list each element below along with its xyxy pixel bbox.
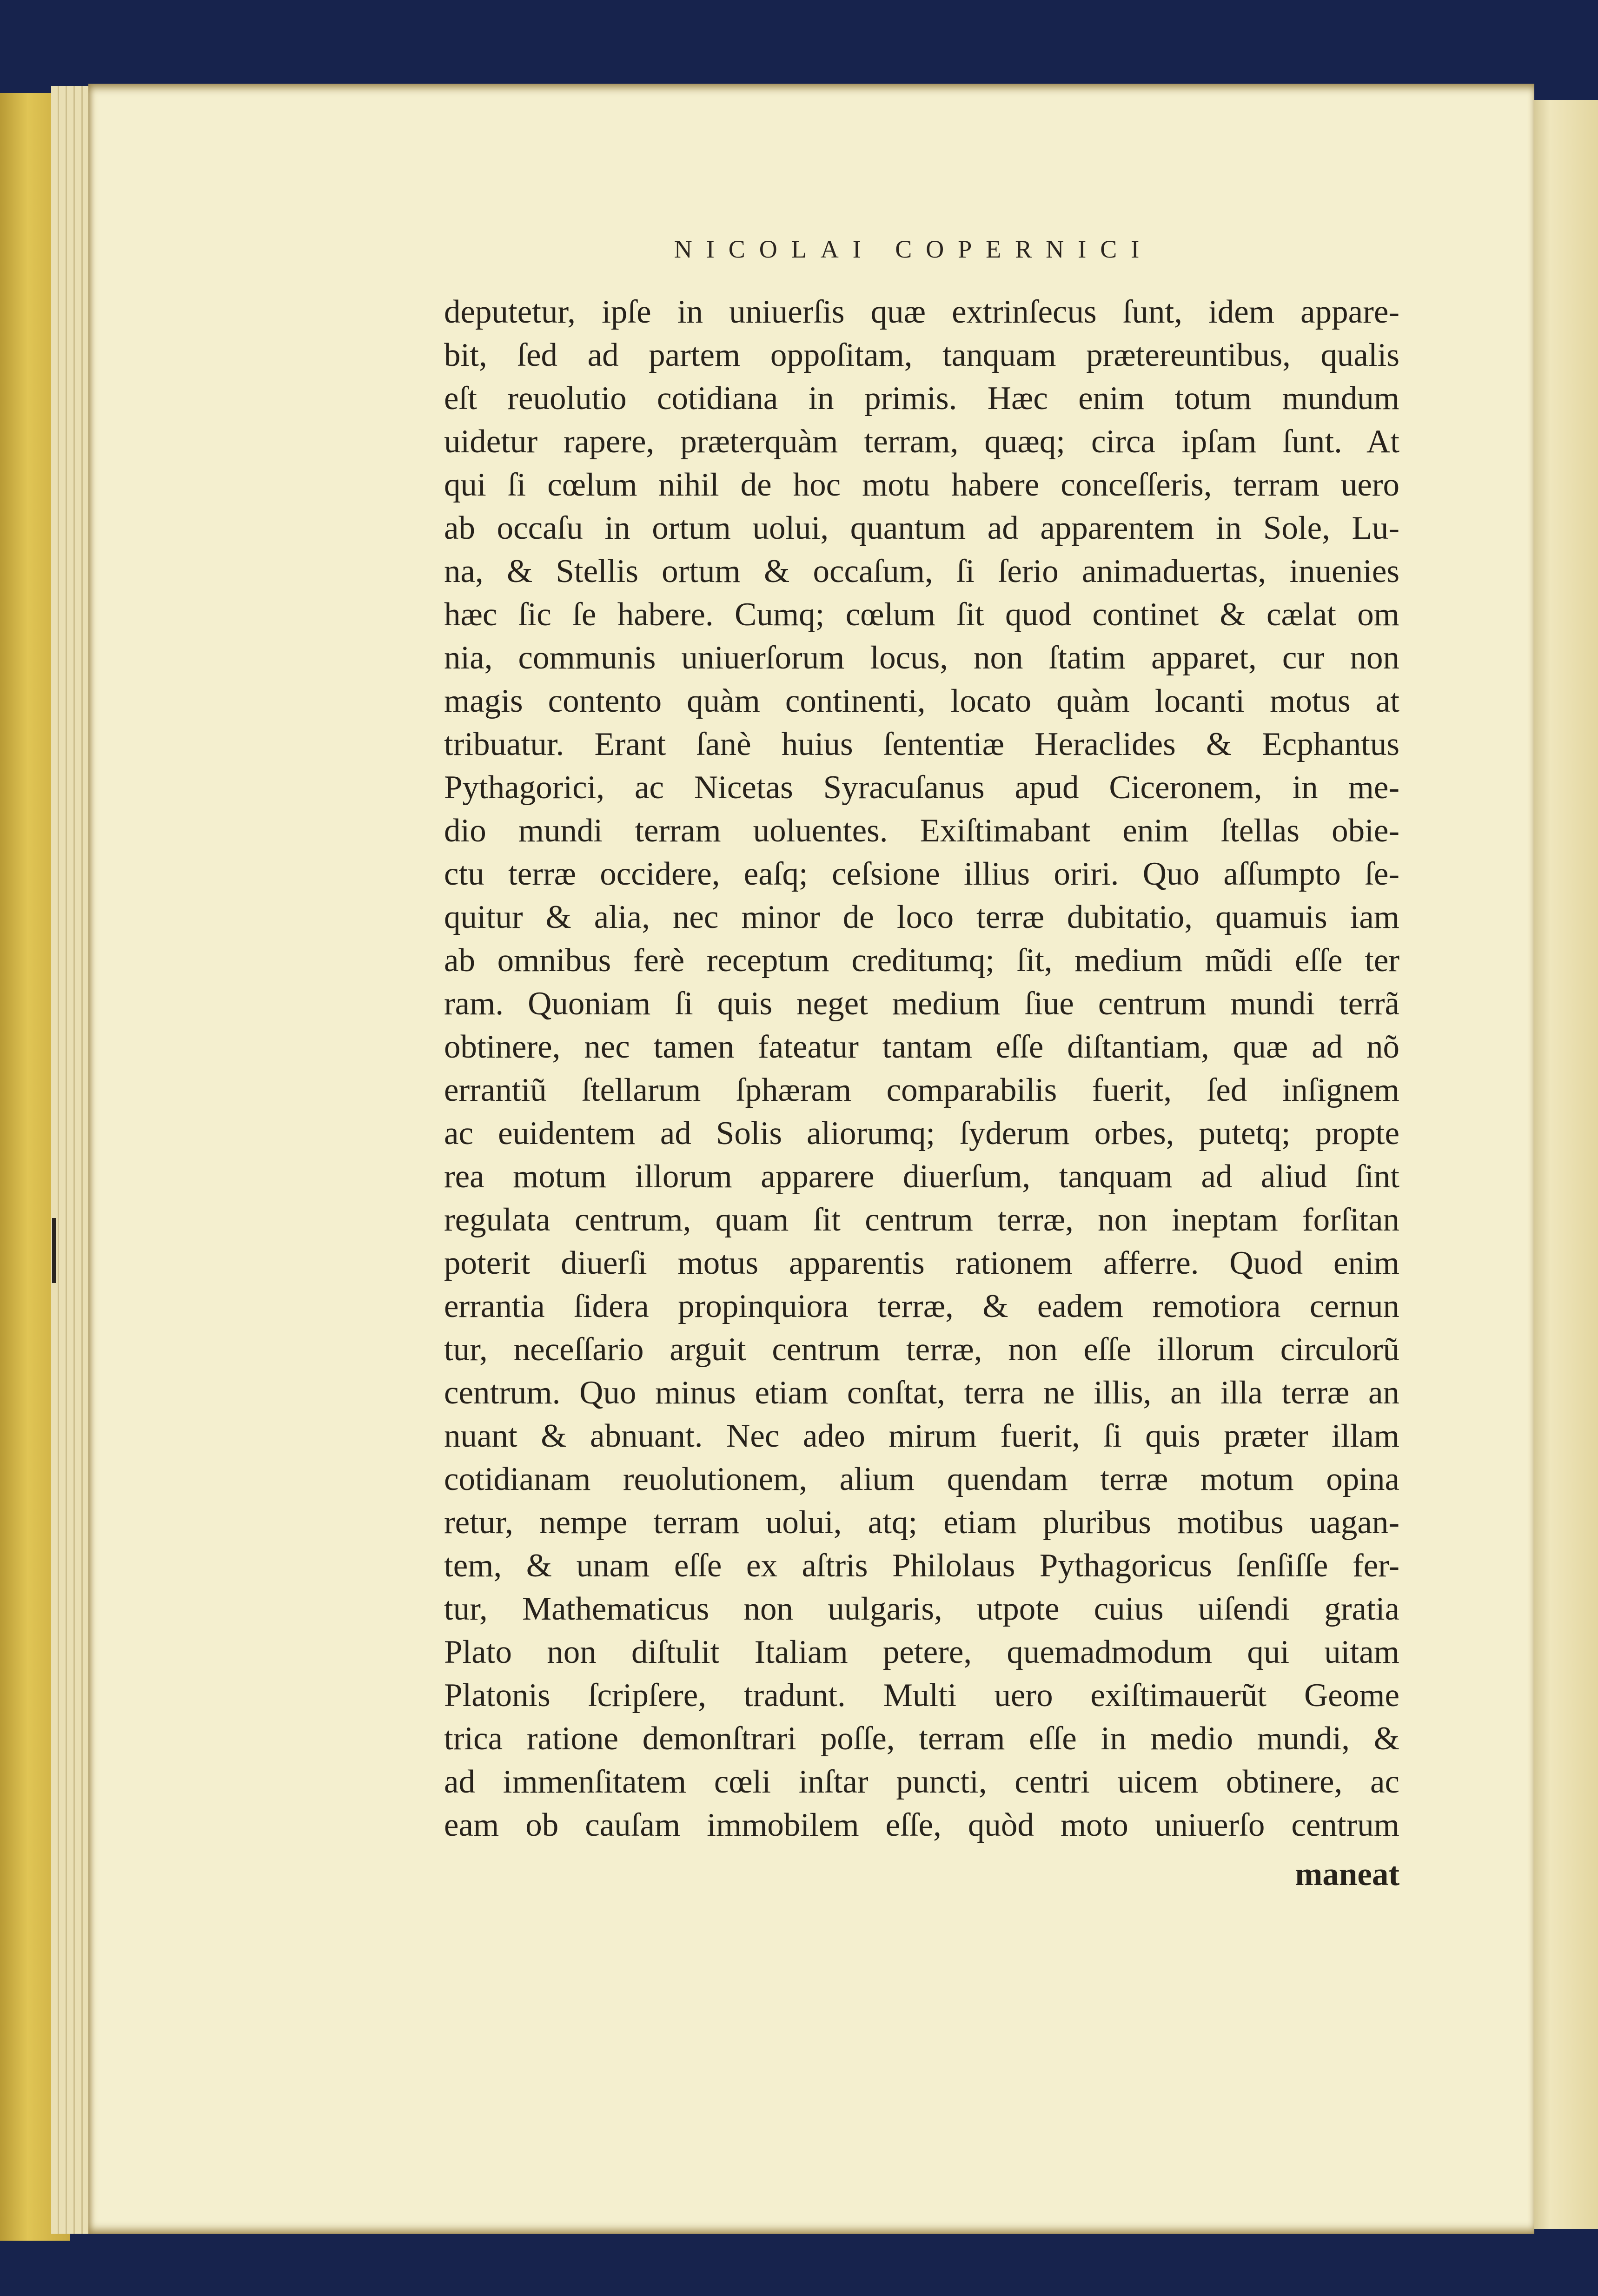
text-line: na, & Stellis ortum & occaſum, ſi ſerio animaduertas, inuenies [444, 553, 1399, 589]
text-line: rea motum illorum apparere diuerſum, tanquam ad aliud ſint [444, 1158, 1399, 1195]
text-line: retur, nempe terram uolui, atq; etiam pluribus motibus uagan- [444, 1504, 1399, 1541]
text-block [444, 291, 1399, 1847]
catchword: maneat [1295, 1856, 1399, 1892]
text-line: dio mundi terram uoluentes. Exiſtimabant enim ſtellas obie- [444, 813, 1399, 849]
text-line: bit, ſed ad partem oppoſitam, tanquam prætereuntibus, qualis [444, 337, 1399, 373]
text-line: nia, communis uniuerſorum locus, non ſtatim apparet, cur non [444, 640, 1399, 676]
text-line: tur, Mathematicus non uulgaris, utpote cuius uiſendi gratia [444, 1591, 1399, 1627]
text-line: cotidianam reuolutionem, alium quendam terræ motum opina [444, 1461, 1399, 1497]
text-line: ab omnibus ferè receptum creditumq; ſit, medium mũdi eſſe ter [444, 942, 1399, 979]
text-line: obtinere, nec tamen fateatur tantam eſſe diſtantiam, quæ ad nõ [444, 1029, 1399, 1065]
text-line: ram. Quoniam ſi quis neget medium ſiue centrum mundi terrã [444, 986, 1399, 1022]
text-line: poterit diuerſi motus apparentis rationem afferre. Quod enim [444, 1245, 1399, 1281]
margin-mark [52, 1218, 56, 1283]
text-line: ab occaſu in ortum uolui, quantum ad apparentem in Sole, Lu- [444, 510, 1399, 546]
text-line: tribuatur. Erant ſanè huius ſententiæ Heraclides & Ecphantus [444, 726, 1399, 762]
text-line: ctu terræ occidere, eaſq; ceſsione illius oriri. Quo aſſumpto ſe- [444, 856, 1399, 892]
text-line: magis contento quàm continenti, locato quàm locanti motus at [444, 683, 1399, 719]
text-line: quitur & alia, nec minor de loco terræ dubitatio, quamuis iam [444, 899, 1399, 935]
text-line: ad immenſitatem cœli inſtar puncti, centri uicem obtinere, ac [444, 1764, 1399, 1800]
text-line: nuant & abnuant. Nec adeo mirum fuerit, ſi quis præter illam [444, 1418, 1399, 1454]
next-page-edge [1530, 100, 1598, 2229]
text-line: errantiũ ſtellarum ſphæram comparabilis fuerit, ſed inſignem [444, 1072, 1399, 1108]
text-line: errantia ſidera propinquiora terræ, & eadem remotiora cernun [444, 1288, 1399, 1324]
running-head: NICOLAI COPERNICI [674, 235, 1154, 263]
text-line: Plato non diſtulit Italiam petere, quemadmodum qui uitam [444, 1634, 1399, 1670]
text-line: ac euidentem ad Solis aliorumq; ſyderum orbes, putetq; propte [444, 1115, 1399, 1151]
text-line: trica ratione demonſtrari poſſe, terram eſſe in medio mundi, & [444, 1720, 1399, 1757]
text-line: deputetur, ipſe in uniuerſis quæ extrinſecus ſunt, idem appare- [444, 294, 1399, 330]
text-line: hæc ſic ſe habere. Cumq; cœlum ſit quod continet & cælat om [444, 596, 1399, 633]
text-line: uidetur rapere, præterquàm terram, quæq; circa ipſam ſunt. At [444, 423, 1399, 460]
text-line: qui ſi cœlum nihil de hoc motu habere conceſſeris, terram uero [444, 467, 1399, 503]
text-line: regulata centrum, quam ſit centrum terræ, non ineptam forſitan [444, 1202, 1399, 1238]
text-line: centrum. Quo minus etiam conſtat, terra ne illis, an illa terræ an [444, 1375, 1399, 1411]
text-line: Platonis ſcripſere, tradunt. Multi uero exiſtimauerũt Geome [444, 1677, 1399, 1714]
text-line: eam ob cauſam immobilem eſſe, quòd moto uniuerſo centrum [444, 1807, 1399, 1843]
text-line: eſt reuolutio cotidiana in primis. Hæc enim totum mundum [444, 380, 1399, 417]
text-line: Pythagorici, ac Nicetas Syracuſanus apud Ciceronem, in me- [444, 769, 1399, 806]
text-line: tur, neceſſario arguit centrum terræ, non eſſe illorum circulorũ [444, 1331, 1399, 1368]
text-line: tem, & unam eſſe ex aſtris Philolaus Pythagoricus ſenſiſſe fer- [444, 1548, 1399, 1584]
